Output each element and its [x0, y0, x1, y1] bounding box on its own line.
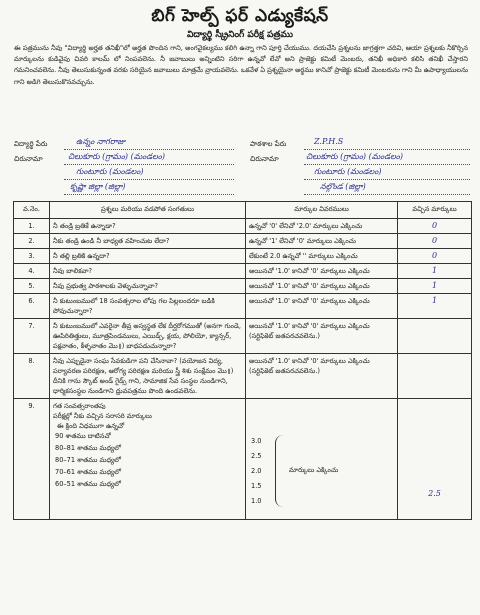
marks-scale-block [249, 431, 394, 517]
row-number: 6. [14, 294, 50, 319]
scale-value: 1.5 [251, 482, 262, 490]
grade-range: 90 శాతము దాటినచో [55, 432, 111, 440]
row-marks-detail: లేకుంటే 2.0 ఉన్నచో '' మార్కులు ఎక్కించు [246, 249, 398, 264]
table-row [14, 234, 472, 249]
row-number: 4. [14, 264, 50, 279]
student-name-line [64, 149, 234, 150]
row-marks-detail: అయినచో '1.0' కానిచో '0' మార్కులు ఎక్కించు [246, 294, 398, 319]
row-number: 1. [14, 219, 50, 234]
row-score[interactable]: 0 [398, 249, 472, 264]
row-number: 9. [14, 399, 50, 520]
table-row [14, 319, 472, 354]
school-name-line [304, 149, 470, 150]
grade-range: 80–71 శాతము మధ్యలో [55, 456, 121, 464]
page-subtitle: విద్యార్థి స్క్రీనింగ్ పరీక్ష పత్రము [186, 30, 294, 40]
header-obtained-marks: వచ్చిన మార్కులు [398, 202, 472, 219]
address-line-2 [64, 179, 234, 180]
table-row [14, 249, 472, 264]
header-marks-details: మార్కుల వివరములు [246, 202, 398, 219]
row-number: 5. [14, 279, 50, 294]
row-question: నీవు బాలికవా? [50, 264, 246, 279]
header-serial-no: వ.నెం. [14, 202, 50, 219]
address-value-2[interactable]: గుంటూరు (మండలం) [76, 167, 144, 176]
grades-intro-2: పరీక్షల్లో నీకు వచ్చిన సరాసరి మార్కులు [53, 412, 152, 420]
row-score[interactable]: 0 [398, 219, 472, 234]
grade-range: 70–61 శాతము మధ్యలో [55, 468, 121, 476]
grade-list [53, 431, 242, 517]
grades-intro-1: గత సంవత్సరాంతపు [53, 402, 106, 410]
school-address-value-1[interactable]: చిలుకూరు (గ్రామం) (మండలం) [306, 152, 403, 161]
row-score[interactable] [398, 354, 472, 399]
row-question: నీ తల్లి బ్రతికి ఉన్నదా? [50, 249, 246, 264]
row-marks-detail: ఉన్నచో '0' లేనిచో '2.0' మార్కులు ఎక్కించు [246, 219, 398, 234]
scale-value: 3.0 [251, 437, 262, 445]
row-question: నీ కుటుంబములో ఎవరైనా తీవ్ర అస్వస్థత లేక దీర్ఘరోగముతో (అనగా గుండె, ఊపిరితిత్తులు, మూత్రపిండములు, ఎయిడ్స్, క్షయ, పోలియో, క్యాన్సర్, పక్షవాతం, కీళ్ళవాతం మొ॥) బాధపడుచున్నారా? [50, 319, 246, 354]
row-number: 3. [14, 249, 50, 264]
screening-marks-table [13, 201, 472, 520]
table-header-row [14, 202, 472, 219]
brace-instruction: మార్కులు ఎక్కించు [289, 466, 339, 474]
table-row [14, 264, 472, 279]
grade-range: 60–51 శాతము మధ్యలో [55, 480, 121, 488]
student-name-label: విద్యార్థి పేరు [14, 140, 48, 148]
scale-value: 2.5 [251, 452, 262, 460]
address-label: చిరునామా [14, 155, 43, 163]
row-marks-detail: అయినచో '1.0' కానిచో '0' మార్కులు ఎక్కించు (సర్టిఫికెట్ జతపరచవలెను.) [246, 319, 398, 354]
address-row-3 [14, 184, 470, 197]
row-score[interactable]: 1 [398, 279, 472, 294]
school-address-line-1 [304, 164, 470, 165]
school-address-value-2[interactable]: గుంటూరు (మండలం) [314, 167, 382, 176]
curly-brace [275, 435, 284, 507]
row-question-grades [50, 399, 246, 520]
school-address-line-3 [304, 194, 470, 195]
table-row [14, 294, 472, 319]
row-score[interactable]: 1 [398, 264, 472, 279]
address-row-1 [14, 154, 470, 167]
row-score[interactable]: 1 [398, 294, 472, 319]
address-value-1[interactable]: చిలుకూరు (గ్రామం) (మండలం) [68, 152, 165, 161]
row-question: నీవు ప్రభుత్వ పాఠశాలకు వెళ్ళుచున్నావా? [50, 279, 246, 294]
school-address-label: చిరునామా [250, 155, 279, 163]
student-name-row [14, 139, 470, 152]
header-questions: ప్రశ్నలు మరియు వడపోత సంగతులు [50, 202, 246, 219]
row-number: 8. [14, 354, 50, 399]
scale-value: 2.0 [251, 467, 262, 475]
page-title: బిగ్ హెల్ప్ ఫర్ ఎడ్యుకేషన్ [151, 6, 329, 26]
row-score[interactable]: 0 [398, 234, 472, 249]
table-row-grades [14, 399, 472, 520]
table-row [14, 279, 472, 294]
table-row [14, 354, 472, 399]
address-row-2 [14, 169, 470, 182]
row-question: నీ కుటుంబములో 18 సంవత్సరాల లోపు గల పిల్లలందరూ బడికి పోవుచున్నారా? [50, 294, 246, 319]
grade-ranges [55, 431, 121, 491]
intro-paragraph: ఈ పత్రమును నీవు "విద్యార్థి అర్హత తనిఖీ"లో అర్హత పొందిన గాని, అంగవైకల్యము కలిగి ఉన్నా గాని పూర్తి చేయుము. దయచేసి ప్రశ్నలను జాగ్రత్తగా చదివి, ఆయా ప్రశ్నలకు నీకొర్చిన మార్కులను కుడివైపు చివరి కాలమ్ లో నింపవలెను. నీ జవాబులు అన్నింటిని సరిగా ఉన్నవో లేవో అని ప్రాజెక్టు కమిటీ మెంబరు, తనిఖీ అధికారి కలిసి తనిఖీ చేస్తారని గమనించవలెను. నీవు తెలుసుకున్నంత వరకు సరియైన జవాబులు మాత్రమే వ్రాయవలెను. ఒకవేళ ఏ ప్రశ్నయైనా అర్థము కానిచో ప్రాజెక్టు కమిటీ మెంబరును గాని మీ ఉపాధ్యాయులను గాని అడిగి తెలుసుకొనవచ్చును. [14, 44, 468, 86]
marks-scale [251, 436, 262, 511]
school-name-label: పాఠశాల పేరు [250, 140, 287, 148]
address-line-1 [64, 164, 234, 165]
address-line-3 [64, 194, 234, 195]
row-question: నీ తండ్రి బ్రతికే ఉన్నాడా? [50, 219, 246, 234]
student-name-value[interactable]: ఉన్నం నాగరాజు [76, 137, 126, 146]
row-question: నీవు ఎప్పుడైనా సంఘ సేవకుడిగా పని చేసినావా? (వయోజన విద్య, పర్యావరణ పరిరక్షణ, ఆరోగ్య పరిరక్షణ మరియు స్త్రీ శిశు సంక్షేమం మొ॥) దీనికి గాను స్కౌట్ అండ్ గైడ్స్ గాని, సామాజిక సేవ సంస్థల నుండిగాని, ధార్మికసంస్థల నుండిగాని ధ్రువపత్రము పొంది ఉండవలెను. [50, 354, 246, 399]
row-score[interactable] [398, 319, 472, 354]
row-marks-detail: అయినచో '1.0' కానిచో '0' మార్కులు ఎక్కించు [246, 279, 398, 294]
row-marks-detail: ఉన్నచో '1' లేనిచో '0' మార్కులు ఎక్కించు [246, 234, 398, 249]
row-question: నీకు తండ్రి ఉండి నీ బాధ్యత వహించుట లేదా? [50, 234, 246, 249]
row-marks-detail: అయినచో '1.0' కానిచో '0' మార్కులు ఎక్కించు [246, 264, 398, 279]
school-name-value[interactable]: Z.P.H.S [314, 137, 344, 146]
scale-value: 1.0 [251, 497, 262, 505]
school-address-value-3[interactable]: నల్గొండ (జిల్లా) [320, 182, 366, 191]
address-value-3[interactable]: కృష్ణా జిల్లా (జిల్లా) [70, 182, 126, 191]
table-row [14, 219, 472, 234]
row-score[interactable]: 2.5 [398, 399, 472, 520]
grades-intro-3: ఈ క్రింది విధముగా ఉన్నచో [57, 422, 125, 430]
row-number: 2. [14, 234, 50, 249]
grade-range: 80–81 శాతము మధ్యలో [55, 444, 121, 452]
row-number: 7. [14, 319, 50, 354]
row-marks-detail: అయినచో '1.0' కానిచో '0' మార్కులు ఎక్కించు (సర్టిఫికెట్ జతపరచవలెను.) [246, 354, 398, 399]
school-address-line-2 [304, 179, 470, 180]
row-marks-scale [246, 399, 398, 520]
